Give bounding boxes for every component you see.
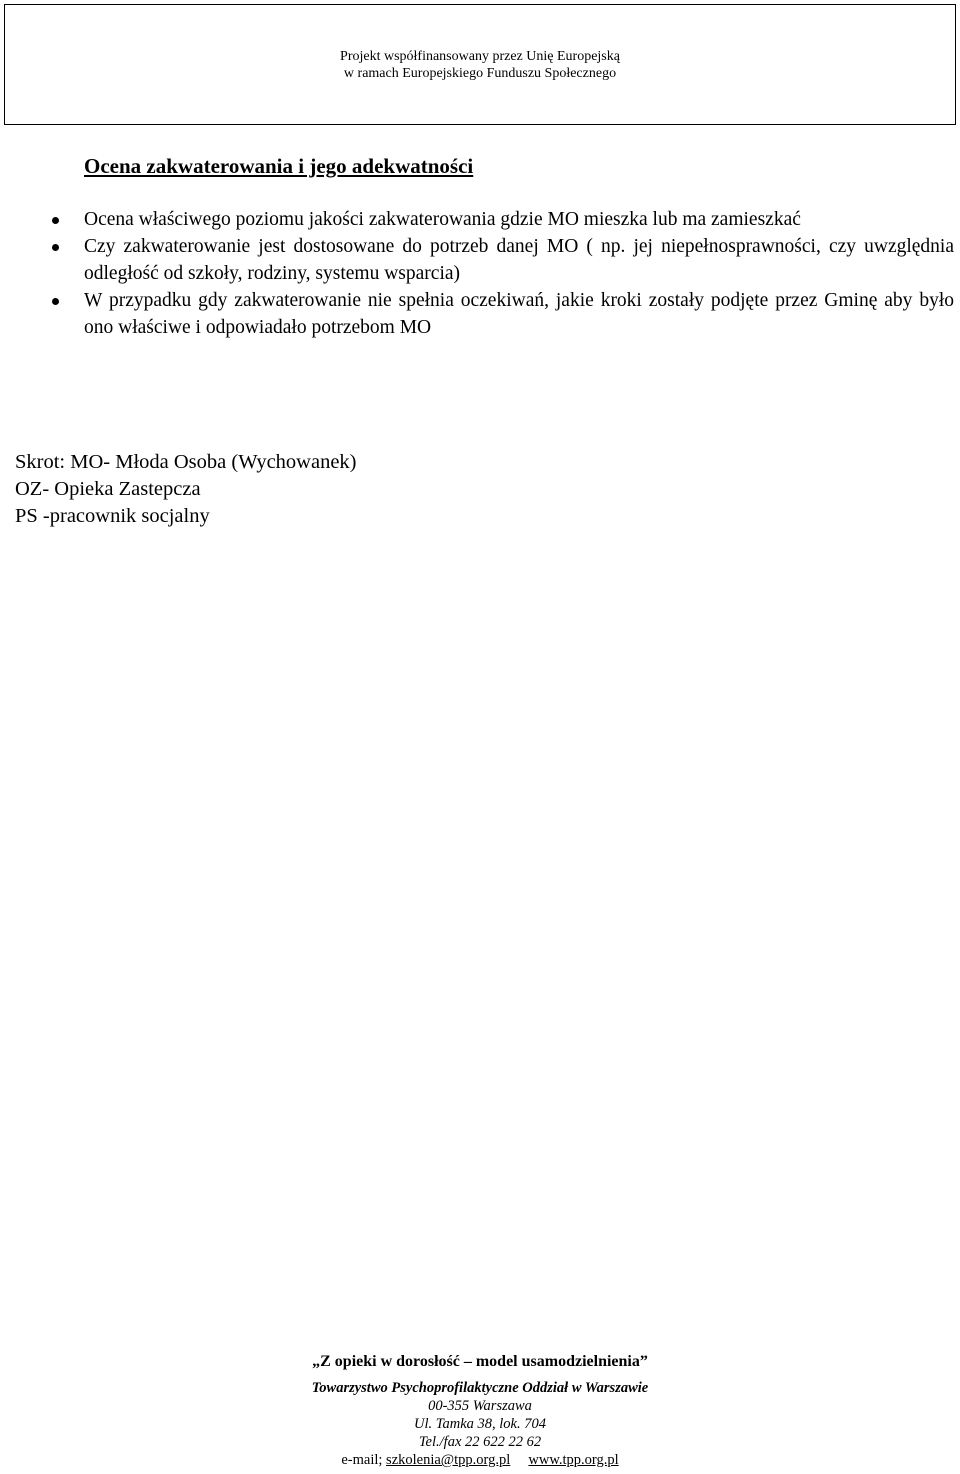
section-title: Ocena zakwaterowania i jego adekwatności [84,154,474,178]
abbreviation-oz: OZ- Opieka Zastepcza [15,478,201,500]
footer-email-link[interactable]: szkolenia@tpp.org.pl [386,1452,511,1468]
bullet-icon [52,244,59,251]
abbreviation-mo: Skrot: MO- Młoda Osoba (Wychowanek) [15,451,357,473]
list-item-text: Czy zakwaterowanie jest dostosowane do potrzeb danej MO ( np. jej niepełnosprawności, czy uwzględnia odległość od szkoły, rodziny, systemu wsparcia) [84,236,954,284]
footer-postal-code: 00-355 Warszawa [428,1398,532,1414]
header-fund-line: w ramach Europejskiego Funduszu Społecznego [343,66,617,81]
footer-contact-line [0,1451,960,1469]
abbreviation-ps: PS -pracownik socjalny [15,505,210,527]
header-box [4,4,956,125]
list-item [84,206,954,233]
footer-website-link[interactable]: www.tpp.org.pl [528,1452,619,1468]
footer-phone: Tel./fax 22 622 22 62 [418,1434,542,1450]
footer-email-label: e-mail; [341,1452,383,1468]
header-cofinancing-line: Projekt współfinansowany przez Unię Europejską [340,49,620,64]
footer-project-title: „Z opieki w dorosłość – model usamodzielnienia” [312,1353,648,1370]
bullet-icon [52,217,59,224]
footer [0,1352,960,1469]
list-item-text: W przypadku gdy zakwaterowanie nie spełnia oczekiwań, jakie kroki zostały podjęte przez Gminę aby było ono właściwe i odpowiadało potrzebom MO [84,290,954,338]
list-item-text: Ocena właściwego poziomu jakości zakwaterowania gdzie MO mieszka lub ma zamieszkać [84,209,801,230]
bullet-icon [52,298,59,305]
abbreviations-block [15,449,357,530]
list-item [84,287,954,341]
list-item [84,233,954,287]
bullet-list [84,206,954,341]
footer-street-address: Ul. Tamka 38, lok. 704 [414,1416,546,1432]
footer-organization: Towarzystwo Psychoprofilaktyczne Oddział w Warszawie [311,1380,649,1396]
